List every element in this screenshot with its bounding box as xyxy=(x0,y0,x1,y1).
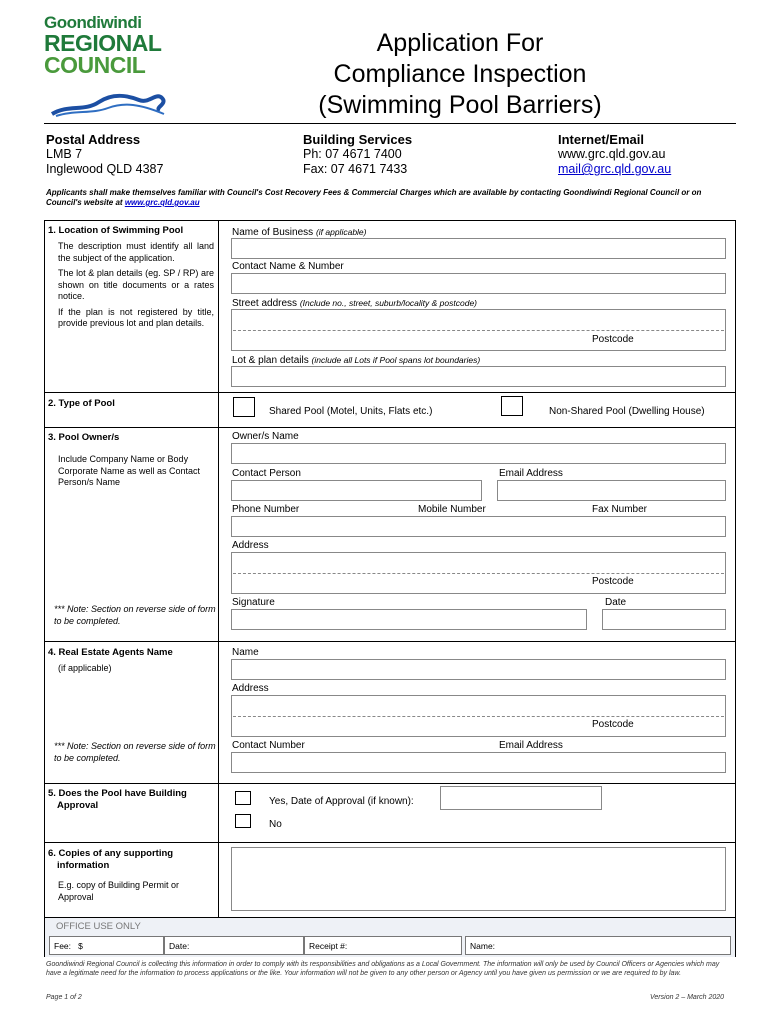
section-6-desc: E.g. copy of Building Permit or Approval xyxy=(58,880,180,902)
column-divider xyxy=(218,221,219,918)
section-3-left xyxy=(48,432,214,489)
contact-name-label: Contact Name & Number xyxy=(232,261,344,272)
receipt-label: Receipt #: xyxy=(309,941,348,951)
internet-heading: Internet/Email xyxy=(558,132,644,147)
receipt-field[interactable] xyxy=(304,936,462,955)
section-5-divider xyxy=(45,783,735,784)
section-1-title: 1. Location of Swimming Pool xyxy=(48,225,184,236)
owner-email-label: Email Address xyxy=(499,468,563,479)
postal-line-2: Inglewood QLD 4387 xyxy=(46,162,164,176)
agent-name-field[interactable] xyxy=(231,659,726,680)
section-3-desc: Include Company Name or Body Corporate Name as well as Contact Person/s Name xyxy=(58,454,201,487)
cost-recovery-notice xyxy=(46,188,736,208)
section-3-divider xyxy=(45,427,735,428)
logo-line-1: Goondiwindi xyxy=(44,13,142,32)
version-text: Version 2 – March 2020 xyxy=(650,994,725,1001)
section-1-desc-2: The lot & plan details (eg. SP / RP) are shown on title documents or a rates notice. xyxy=(58,268,214,301)
agent-address-divider xyxy=(233,716,724,717)
application-form xyxy=(44,220,736,957)
notice-website-link[interactable]: www.grc.qld.gov.au xyxy=(124,198,200,207)
approval-yes-label: Yes, Date of Approval (if known): xyxy=(269,796,414,807)
title-line-3: (Swimming Pool Barriers) xyxy=(318,91,602,119)
fee-field[interactable] xyxy=(49,936,164,955)
building-fax: Fax: 07 4671 7433 xyxy=(303,162,408,176)
agent-contact-field[interactable] xyxy=(231,752,726,773)
business-name-field[interactable] xyxy=(231,238,726,259)
header-divider xyxy=(44,123,736,124)
council-logo xyxy=(44,14,174,120)
mobile-label: Mobile Number xyxy=(418,504,486,515)
building-phone: Ph: 07 4671 7400 xyxy=(303,147,402,161)
section-6-title-2: information xyxy=(57,860,110,871)
section-5-title-2: Approval xyxy=(57,800,99,811)
section-4-note: *** Note: Section on reverse side of form to be completed. xyxy=(54,741,216,763)
agent-contact-label: Contact Number xyxy=(232,740,305,751)
fee-dollar: $ xyxy=(78,941,83,951)
postal-line-1: LMB 7 xyxy=(46,147,83,161)
section-3-title: 3. Pool Owner/s xyxy=(48,432,120,443)
street-address-divider xyxy=(233,330,724,331)
section-5-title-1: 5. Does the Pool have Building xyxy=(48,788,187,799)
lot-plan-field[interactable] xyxy=(231,366,726,387)
owner-postcode-label: Postcode xyxy=(592,576,634,587)
supporting-info-field[interactable] xyxy=(231,847,726,911)
phone-field[interactable] xyxy=(231,516,726,537)
owner-name-field[interactable] xyxy=(231,443,726,464)
street-label-text: Street address xyxy=(232,298,298,309)
river-logo-icon xyxy=(44,74,174,120)
office-name-field[interactable] xyxy=(465,936,731,955)
owner-email-field[interactable] xyxy=(497,480,726,501)
office-use-panel xyxy=(45,917,735,957)
page-title xyxy=(250,28,670,121)
business-label-text: Name of Business xyxy=(232,227,314,238)
office-use-title: OFFICE USE ONLY xyxy=(56,921,141,932)
approval-no-checkbox[interactable] xyxy=(235,814,251,828)
fee-label: Fee: xyxy=(54,941,72,951)
nonshared-pool-checkbox[interactable] xyxy=(501,396,523,416)
agent-email-label: Email Address xyxy=(499,740,563,751)
agent-name-label: Name xyxy=(232,647,259,658)
business-note: (if applicable) xyxy=(315,227,367,237)
contact-name-number-field[interactable] xyxy=(231,273,726,294)
email-link[interactable]: mail@grc.qld.gov.au xyxy=(558,162,672,176)
lot-note: (include all Lots if Pool spans lot boundaries) xyxy=(311,355,481,365)
section-6-title-1: 6. Copies of any supporting xyxy=(48,848,174,859)
signature-field[interactable] xyxy=(231,609,587,630)
website-text: www.grc.qld.gov.au xyxy=(558,147,666,161)
logo-line-2: REGIONAL xyxy=(44,30,162,56)
postal-heading: Postal Address xyxy=(46,132,141,147)
title-line-2: Compliance Inspection xyxy=(333,60,587,88)
building-heading: Building Services xyxy=(303,132,413,147)
owner-name-label: Owner/s Name xyxy=(232,431,299,442)
section-3-note: *** Note: Section on reverse side of form to be completed. xyxy=(54,604,216,626)
agent-postcode-label: Postcode xyxy=(592,719,634,730)
owner-address-label: Address xyxy=(232,540,269,551)
phone-label: Phone Number xyxy=(232,504,300,515)
approval-date-field[interactable] xyxy=(440,786,602,810)
section-1-left xyxy=(48,225,214,330)
notice-text: Applicants shall make themselves familiar with Council's Cost Recovery Fees & Commercial Charges which are available by contacting Goondiwindi Regional Council or on Council's website at xyxy=(46,188,702,207)
date-field[interactable] xyxy=(602,609,726,630)
postal-address xyxy=(46,132,266,177)
privacy-statement: Goondiwindi Regional Council is collecting this information in order to comply with its responsibilities and obligations as a Local Government. The information will only be used by Council Officers or Agencies which may have a legitimate need for the information to process applications or the like. Your information will not be given to any other person or Agency until you have given us permission or we are required to by law. xyxy=(46,961,720,977)
office-date-field[interactable] xyxy=(164,936,304,955)
section-2-divider xyxy=(45,392,735,393)
page-number: Page 1 of 2 xyxy=(46,994,82,1001)
office-date-label: Date: xyxy=(169,941,190,951)
contact-person-field[interactable] xyxy=(231,480,482,501)
signature-label: Signature xyxy=(232,597,275,608)
section-4-sub: (if applicable) xyxy=(58,663,112,673)
section-4-divider xyxy=(45,641,735,642)
title-line-1: Application For xyxy=(376,29,544,57)
shared-pool-label: Shared Pool (Motel, Units, Flats etc.) xyxy=(269,406,433,417)
street-postcode-label: Postcode xyxy=(592,334,634,345)
office-name-label: Name: xyxy=(470,941,496,951)
logo-line-3: COUNCIL xyxy=(44,52,146,78)
nonshared-pool-label: Non-Shared Pool (Dwelling House) xyxy=(549,406,705,417)
fax-label: Fax Number xyxy=(592,504,648,515)
agent-address-label: Address xyxy=(232,683,269,694)
section-1-desc-3: If the plan is not registered by title, provide previous lot and plan details. xyxy=(58,306,214,328)
approval-no-label: No xyxy=(269,819,282,830)
section-4-left xyxy=(48,647,214,675)
lot-label-text: Lot & plan details xyxy=(232,355,309,366)
approval-yes-checkbox[interactable] xyxy=(235,791,251,805)
section-6-divider xyxy=(45,842,735,843)
internet-email xyxy=(558,132,738,177)
owner-address-divider xyxy=(233,573,724,574)
section-2-title: 2. Type of Pool xyxy=(48,398,115,409)
street-note: (Include no., street, suburb/locality & postcode) xyxy=(299,298,478,308)
section-4-title: 4. Real Estate Agents Name xyxy=(48,647,173,658)
contact-person-label: Contact Person xyxy=(232,468,301,479)
section-6-left xyxy=(48,848,214,903)
building-services xyxy=(303,132,523,177)
section-5-title xyxy=(48,788,214,812)
shared-pool-checkbox[interactable] xyxy=(233,397,255,417)
section-1-desc-1: The description must identify all land the subject of the application. xyxy=(58,241,214,263)
date-label: Date xyxy=(605,597,627,608)
